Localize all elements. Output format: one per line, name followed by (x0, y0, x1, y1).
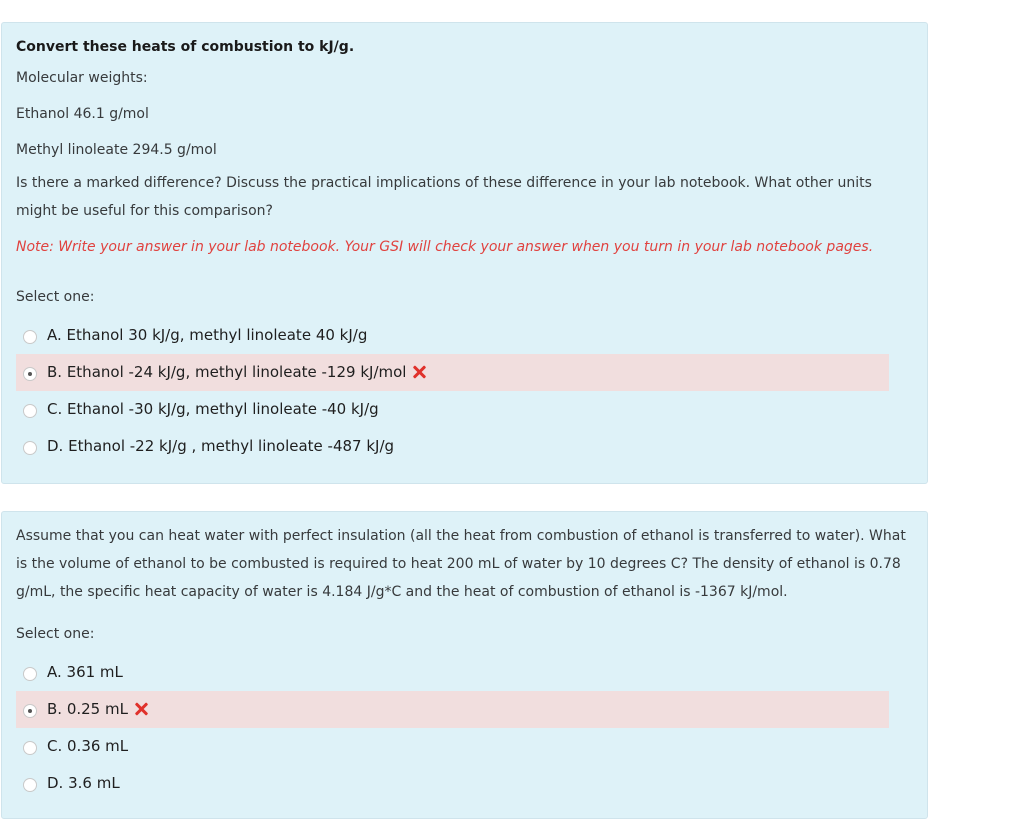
answer-option-b[interactable] (16, 691, 889, 728)
question-2-prompt: Select one: (16, 626, 95, 642)
answer-option-c[interactable] (16, 728, 889, 765)
answer-option-b[interactable] (16, 354, 889, 391)
radio-button-selected[interactable] (23, 704, 37, 718)
radio-button[interactable] (23, 441, 37, 455)
answer-label: B. 0.25 mL (47, 700, 128, 718)
radio-button[interactable] (23, 778, 37, 792)
answer-label: A. Ethanol 30 kJ/g, methyl linoleate 40 kJ/g (47, 326, 368, 344)
radio-button[interactable] (23, 741, 37, 755)
question-1-paragraph: Is there a marked difference? Discuss the practical implications of these difference in your lab notebook. What other units might be useful for this comparison? (16, 175, 872, 219)
question-1-note: Note: Write your answer in your lab notebook. Your GSI will check your answer when you turn in your lab notebook pages. (16, 239, 874, 255)
answer-option-d[interactable] (16, 428, 889, 465)
answer-label: C. 0.36 mL (47, 737, 129, 755)
answer-label: D. Ethanol -22 kJ/g , methyl linoleate -487 kJ/g (47, 437, 395, 455)
answer-option-c[interactable] (16, 391, 889, 428)
incorrect-x-icon (412, 365, 426, 379)
question-1-text-line: Ethanol 46.1 g/mol (16, 106, 149, 122)
question-1-text-line: Molecular weights: (16, 70, 148, 86)
question-1-title: Convert these heats of combustion to kJ/g. (16, 39, 355, 55)
question-2 (1, 511, 928, 819)
question-1-text-line: Methyl linoleate 294.5 g/mol (16, 142, 217, 158)
answer-label: B. Ethanol -24 kJ/g, methyl linoleate -129 kJ/mol (47, 363, 407, 381)
radio-button-selected[interactable] (23, 367, 37, 381)
answer-label: D. 3.6 mL (47, 774, 120, 792)
question-1-prompt: Select one: (16, 289, 95, 305)
answer-option-a[interactable] (16, 317, 889, 354)
radio-button[interactable] (23, 404, 37, 418)
question-2-answers (16, 644, 913, 802)
radio-button[interactable] (23, 330, 37, 344)
question-2-paragraph: Assume that you can heat water with perfect insulation (all the heat from combustion of ethanol is transferred to water). What is the volume of ethanol to be combusted is required to heat 200 mL of water by 10 degrees C? The density of ethanol is 0.78 g/mL, the specific heat capacity of water is 4.184 J/g*C and the heat of combustion of ethanol is -1367 kJ/mol. (16, 528, 906, 600)
answer-label: C. Ethanol -30 kJ/g, methyl linoleate -40 kJ/g (47, 400, 379, 418)
answer-option-a[interactable] (16, 654, 889, 691)
incorrect-x-icon (134, 702, 148, 716)
answer-label: A. 361 mL (47, 663, 123, 681)
radio-button[interactable] (23, 667, 37, 681)
answer-option-d[interactable] (16, 765, 889, 802)
question-1 (1, 22, 928, 484)
question-1-answers (16, 307, 913, 465)
